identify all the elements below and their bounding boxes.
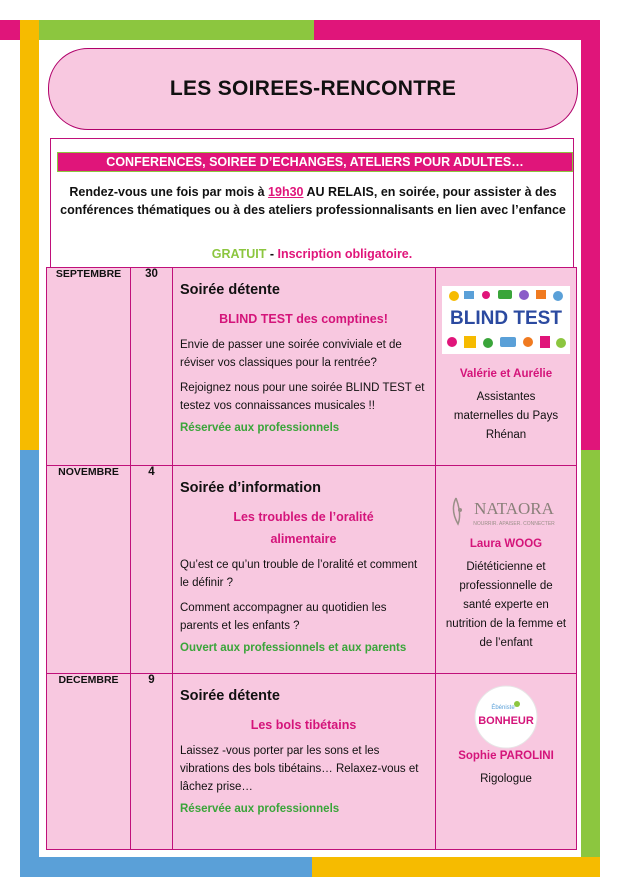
- event-paragraph: Rejoignez nous pour une soirée BLIND TEST et testez vos connaissances musicales !!: [180, 382, 425, 412]
- event-month: NOVEMBRE: [47, 466, 131, 674]
- event-title: Les bols tibétains: [250, 718, 357, 732]
- frame-bar-blue-bottom: [20, 857, 312, 877]
- event-month: SEPTEMBRE: [47, 268, 131, 466]
- event-day: 9: [131, 674, 173, 850]
- registration-label: Inscription obligatoire.: [277, 247, 413, 261]
- nataora-logo-subtext: NOURRIR. APAISER. CONNECTER: [473, 521, 555, 527]
- event-paragraph: Qu’est ce qu’un trouble de l’oralité et comment le définir ?: [180, 559, 418, 589]
- frame-bar-yellow-left: [20, 20, 39, 450]
- intro-text: [59, 183, 567, 219]
- intro-free-line: [51, 247, 573, 261]
- frame-bar-green-right: [581, 450, 600, 877]
- event-details: [173, 268, 436, 466]
- event-month: DECEMBRE: [47, 674, 131, 850]
- event-audience-note: Ouvert aux professionnels et aux parents: [180, 642, 407, 654]
- event-day: 30: [131, 268, 173, 466]
- speaker-role: Diététicienne et professionnelle de santé experte en nutrition de la femme et de l’enfant: [445, 561, 567, 649]
- blind-test-logo: [442, 286, 570, 354]
- speaker-name: Sophie PAROLINI: [458, 750, 554, 762]
- frame-bar-pink-right: [581, 20, 600, 450]
- event-details: [173, 674, 436, 850]
- event-paragraph: Envie de passer une soirée conviviale et de réviser vos classiques pour la rentrée?: [180, 339, 402, 369]
- speaker-name: Laura WOOG: [469, 538, 543, 550]
- event-title: BLIND TEST des comptines!: [219, 312, 388, 326]
- event-audience-note: Réservée aux professionnels: [180, 422, 340, 434]
- bonheur-logo-text: BONHEUR: [478, 715, 534, 727]
- intro-text-after: AU RELAIS, en soirée, pour assister à des conférences thématiques ou à des ateliers professionnalisants en lien avec l’enfance: [60, 185, 566, 217]
- page-title-text: LES SOIREES-RENCONTRE: [169, 77, 457, 100]
- free-label: GRATUIT: [211, 247, 267, 261]
- frame-bar-blue-left: [20, 450, 39, 877]
- nataora-logo-text: NATAORA: [474, 499, 554, 518]
- bonheur-logo-subtext: Ébéniste: [491, 705, 515, 711]
- intro-banner-text: CONFERENCES, SOIREE D’ECHANGES, ATELIERS POUR ADULTES…: [106, 155, 524, 169]
- event-paragraph: Comment accompagner au quotidien les parents et les enfants ?: [180, 602, 387, 632]
- frame-bar-yellow-bottom: [312, 857, 600, 877]
- bonheur-logo-graphic: [473, 684, 539, 750]
- intro-box: [50, 138, 574, 268]
- event-title: Les troubles de l’oralité alimentaire: [233, 510, 374, 546]
- blind-test-logo-graphic: [442, 286, 570, 354]
- event-audience-note: Réservée aux professionnels: [180, 803, 340, 815]
- events-table: [46, 267, 577, 850]
- event-type: Soirée d’information: [180, 480, 321, 496]
- event-paragraph: Laissez -vous porter par les sons et les vibrations des bols tibétains… Relaxez-vous et lâchez prise…: [180, 745, 419, 793]
- speaker-role: Assistantes maternelles du Pays Rhénan: [453, 391, 559, 441]
- event-speaker: [436, 268, 577, 466]
- nataora-logo: [446, 488, 566, 536]
- table-row: [47, 268, 577, 466]
- page-title: [48, 48, 578, 130]
- intro-time: 19h30: [268, 185, 304, 199]
- bonheur-logo: [473, 684, 539, 750]
- event-day: 4: [131, 466, 173, 674]
- frame-bar-green-top: [39, 20, 314, 40]
- event-speaker: [436, 674, 577, 850]
- event-type: Soirée détente: [180, 688, 280, 704]
- table-row: [47, 674, 577, 850]
- intro-banner: [57, 152, 573, 172]
- nataora-logo-graphic: [446, 488, 566, 536]
- event-type: Soirée détente: [180, 282, 280, 298]
- blind-test-logo-text: BLIND TEST: [450, 308, 562, 329]
- event-speaker: [436, 466, 577, 674]
- intro-text-before: Rendez-vous une fois par mois à: [69, 185, 269, 199]
- speaker-name: Valérie et Aurélie: [459, 368, 553, 380]
- table-row: [47, 466, 577, 674]
- event-details: [173, 466, 436, 674]
- speaker-role: Rigologue: [480, 773, 532, 785]
- free-separator: -: [266, 247, 278, 261]
